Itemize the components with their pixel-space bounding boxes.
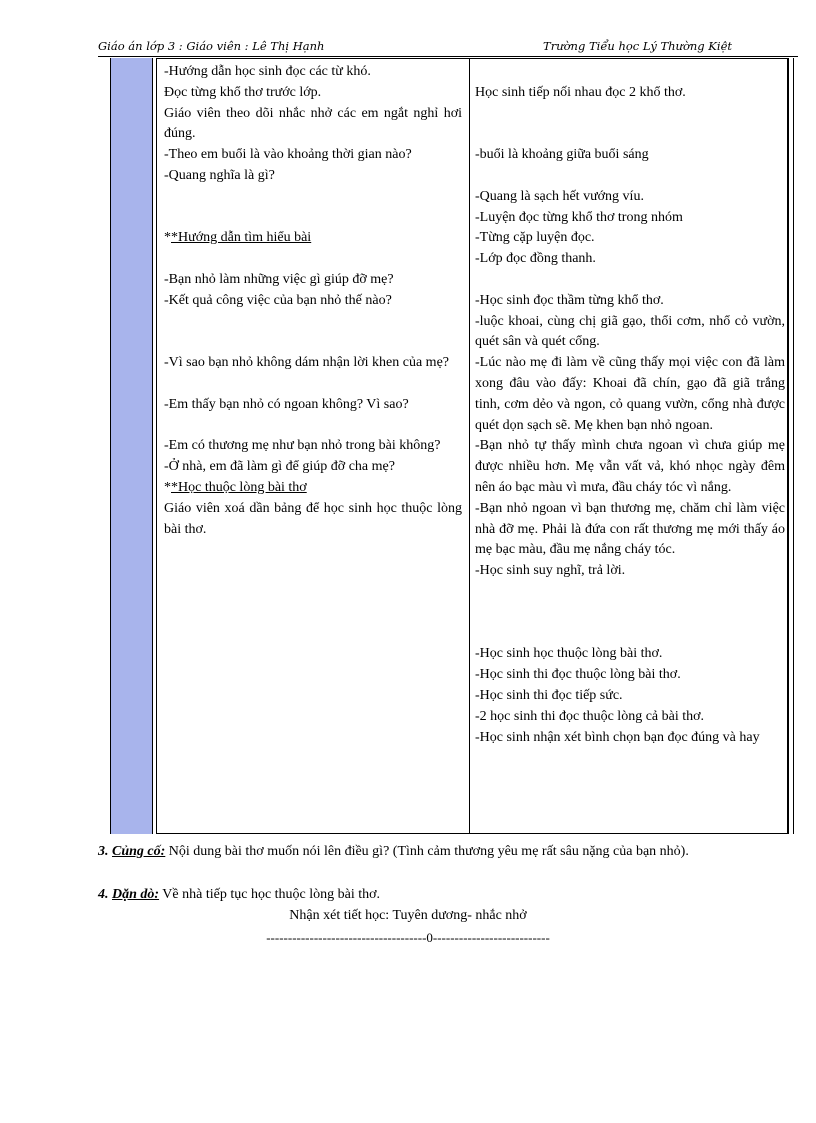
student-line: -Học sinh đọc thầm từng khổ thơ. (475, 292, 664, 308)
teacher-line: -Kết quả công việc của bạn nhỏ thế nào? (164, 292, 392, 308)
student-line: -Từng cặp luyện đọc. (475, 230, 595, 246)
student-line: -luộc khoai, cùng chị giã gạo, thổi cơm, nhổ cỏ vườn, quét sân và quét cổng. (475, 313, 785, 350)
student-activities (475, 62, 785, 748)
spacer (475, 603, 785, 624)
section-heading: **Học thuộc lòng bài thơ (164, 479, 307, 495)
section-text: Nội dung bài thơ muốn nói lên điều gì? (Tình cảm thương yêu mẹ rất sâu nặng của bạn nhỏ). (165, 844, 689, 859)
teacher-line: -Ở nhà, em đã làm gì để giúp đỡ cha mẹ? (164, 459, 395, 475)
student-line: -Học sinh nhận xét bình chọn bạn đọc đúng và hay (475, 729, 760, 745)
spacer (164, 249, 462, 270)
blue-margin-column (110, 58, 153, 834)
heading-text: *Học thuộc lòng bài thơ (171, 479, 307, 495)
teacher-line: -Hướng dẫn học sinh đọc các từ khó. (164, 64, 371, 79)
spacer (475, 270, 785, 291)
spacer (475, 62, 785, 83)
teacher-line: Đọc từng khổ thơ trước lớp. (164, 84, 322, 100)
spacer (164, 312, 462, 333)
section-number: 4. (98, 887, 109, 902)
section-number: 3. (98, 844, 109, 859)
section-3 (98, 842, 788, 863)
teacher-activities (164, 62, 462, 540)
student-line: -Học sinh học thuộc lòng bài thơ. (475, 646, 663, 662)
section-text: Về nhà tiếp tục học thuộc lòng bài thơ. (159, 887, 381, 902)
student-line: -Luyện đọc từng khổ thơ trong nhóm (475, 209, 683, 225)
student-line: -Lớp đọc đồng thanh. (475, 251, 596, 267)
header-rule (98, 56, 798, 57)
end-divider: -------------------------------------0--------------------------- (266, 930, 550, 945)
teacher-line: -Em thấy bạn nhỏ có ngoan không? Vì sao? (164, 396, 409, 412)
spacer (475, 624, 785, 645)
teacher-line: -Vì sao bạn nhỏ không dám nhận lời khen của mẹ? (164, 355, 449, 371)
student-line: -Học sinh thi đọc thuộc lòng bài thơ. (475, 667, 681, 683)
section-label: Củng cố: (112, 844, 166, 859)
student-line: -Bạn nhỏ ngoan vì bạn thương mẹ, chăm chỉ làm việc nhà đỡ mẹ. Phải là đứa con rất thương mẹ mới thấy áo mẹ bạc màu, đầu mẹ nắng cháy tóc. (475, 500, 785, 558)
student-line: -buổi là khoảng giữa buổi sáng (475, 147, 649, 163)
student-line: -Lúc nào mẹ đi làm về cũng thấy mọi việc con đã làm xong đâu vào đấy: Khoai đã chín, gạo đã giã trắng tinh, cơm dẻo và ngon, cỏ quang vườn, cổng nhà được quét dọn sạch sẽ. Mẹ khen bạn nhỏ ngoan. (475, 355, 785, 433)
lesson-remark: Nhận xét tiết học: Tuyên dương- nhắc nhở (289, 908, 527, 923)
student-line: -Quang là sạch hết vướng víu. (475, 188, 644, 204)
spacer (164, 374, 462, 395)
header-left: Giáo án lớp 3 : Giáo viên : Lê Thị Hạnh (98, 39, 325, 53)
student-line: Học sinh tiếp nối nhau đọc 2 khổ thơ. (475, 84, 686, 100)
teacher-line: -Theo em buổi là vào khoảng thời gian nào? (164, 147, 412, 163)
page-header (98, 39, 732, 55)
teacher-line: -Bạn nhỏ làm những việc gì giúp đỡ mẹ? (164, 271, 394, 287)
section-heading: **Hướng dẫn tìm hiểu bài (164, 230, 312, 246)
spacer (164, 416, 462, 437)
student-line: -2 học sinh thi đọc thuộc lòng cả bài thơ. (475, 708, 705, 724)
header-right: Trường Tiểu học Lý Thường Kiệt (543, 39, 732, 53)
student-line: -Bạn nhỏ tự thấy mình chưa ngoan vì chưa giúp mẹ được nhiều hơn. Mẹ vẫn vất vả, khó nhọc ngày đêm nên áo bạc màu vì mưa, đầu cháy tóc vì nắng. (475, 438, 785, 495)
spacer (475, 582, 785, 603)
heading-text: *Hướng dẫn tìm hiểu bài (171, 230, 312, 246)
teacher-line: Giáo viên xoá dần bảng để học sinh học thuộc lòng bài thơ. (164, 500, 462, 537)
spacer (475, 166, 785, 187)
spacer (475, 124, 785, 145)
student-line: -Học sinh suy nghĩ, trả lời. (475, 563, 626, 579)
spacer (475, 104, 785, 125)
section-4 (98, 885, 788, 906)
student-line: -Học sinh thi đọc tiếp sức. (475, 687, 623, 703)
table-outer-border (793, 58, 798, 834)
teacher-line: -Em có thương mẹ như bạn nhỏ trong bài không? (164, 438, 441, 454)
spacer (164, 332, 462, 353)
teacher-line: Giáo viên theo dõi nhắc nhở các em ngắt nghỉ hơi đúng. (164, 105, 462, 142)
teacher-line: -Quang nghĩa là gì? (164, 167, 275, 183)
spacer (164, 187, 462, 208)
section-label: Dặn dò: (112, 887, 160, 902)
spacer (164, 208, 462, 229)
